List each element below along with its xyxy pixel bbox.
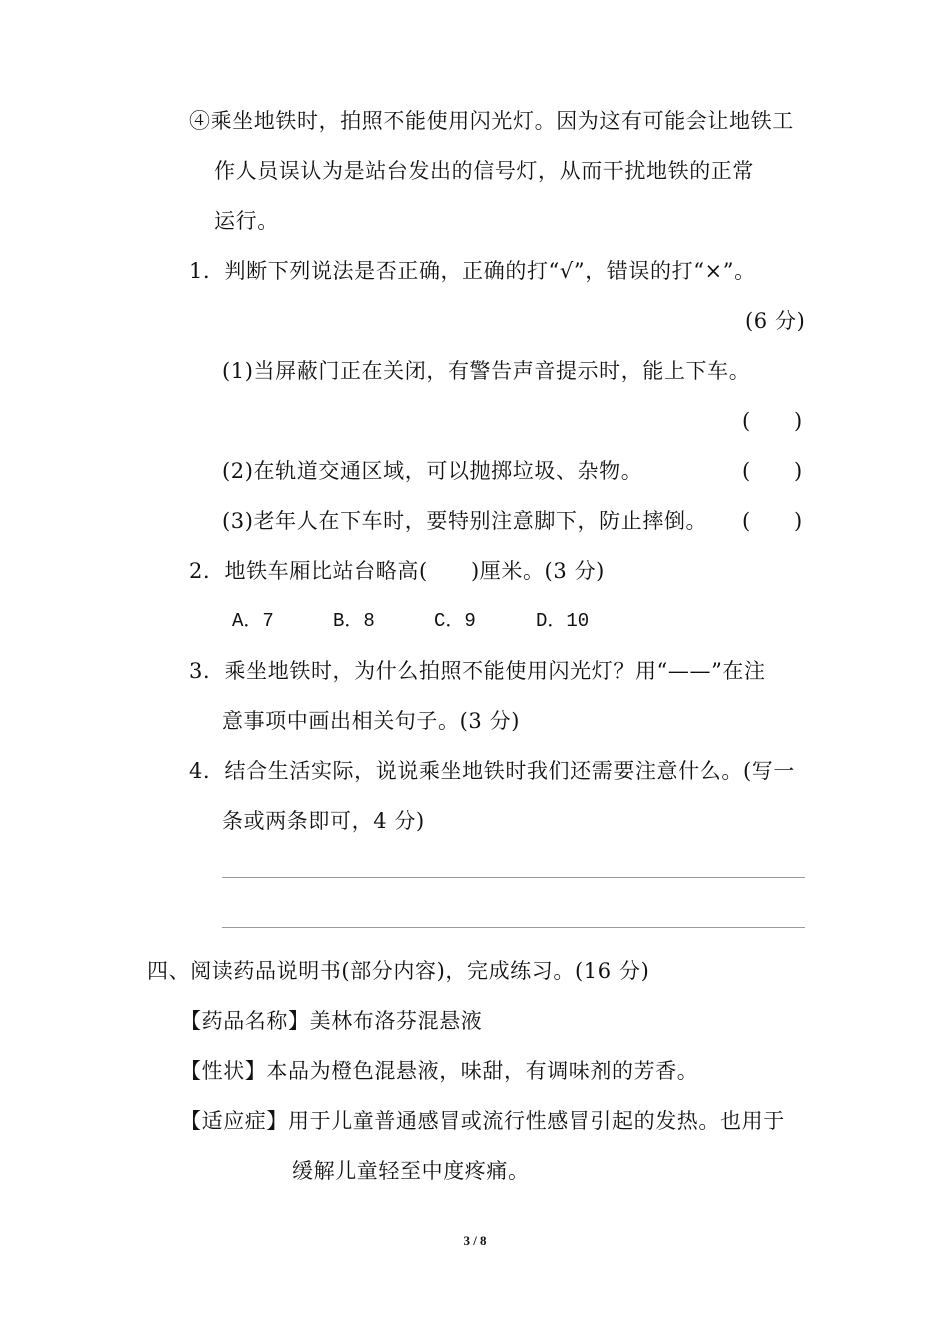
question-1-stem: 1．判断下列说法是否正确，正确的打“√”，错误的打“×”。: [189, 259, 756, 283]
page-number: 3 / 8: [463, 1233, 487, 1248]
question-2-stem: 2．地铁车厢比站台略高( )厘米。(3 分): [189, 559, 605, 583]
question-4-line2: 条或两条即可，4 分): [222, 809, 425, 833]
question-3-line2: 意事项中画出相关句子。(3 分): [222, 709, 521, 733]
question-3-line1: 3．乘坐地铁时，为什么拍照不能使用闪光灯？用“——”在注: [189, 659, 766, 683]
section-4-heading: 四、阅读药品说明书(部分内容)，完成练习。(16 分): [147, 959, 650, 983]
answer-paren-3[interactable]: ( ): [742, 509, 803, 533]
passage-item4-line3: 运行。: [214, 209, 279, 233]
question-1-statement-2: (2)在轨道交通区域，可以抛掷垃圾、杂物。: [222, 459, 643, 483]
answer-paren-1[interactable]: ( ): [742, 409, 803, 433]
question-1-statement-3: (3)老年人在下车时，要特别注意脚下，防止摔倒。: [222, 509, 708, 533]
answer-line-1[interactable]: [222, 877, 805, 878]
drug-property: 【性状】本品为橙色混悬液，味甜，有调味剂的芳香。: [180, 1059, 699, 1083]
answer-line-2[interactable]: [222, 927, 805, 928]
question-2-option-b[interactable]: B．8: [333, 610, 375, 632]
question-1-statement-1: (1)当屏蔽门正在关闭，有警告声音提示时，能上下车。: [222, 359, 751, 383]
drug-indication-line1: 【适应症】用于儿童普通感冒或流行性感冒引起的发热。也用于: [180, 1109, 785, 1133]
passage-item4-line2: 作人员误认为是站台发出的信号灯，从而干扰地铁的正常: [214, 159, 754, 183]
drug-name: 【药品名称】美林布洛芬混悬液: [180, 1009, 483, 1033]
passage-item4-line1: ④乘坐地铁时，拍照不能使用闪光灯。因为这有可能会让地铁工: [189, 109, 794, 133]
question-2-option-c[interactable]: C．9: [434, 610, 476, 632]
question-2-option-d[interactable]: D．10: [536, 610, 590, 632]
question-1-score: (6 分): [745, 309, 806, 333]
answer-paren-2[interactable]: ( ): [742, 459, 803, 483]
question-4-line1: 4．结合生活实际，说说乘坐地铁时我们还需要注意什么。(写一: [189, 759, 795, 783]
drug-indication-line2: 缓解儿童轻至中度疼痛。: [292, 1159, 530, 1183]
question-2-option-a[interactable]: A．7: [232, 610, 274, 632]
